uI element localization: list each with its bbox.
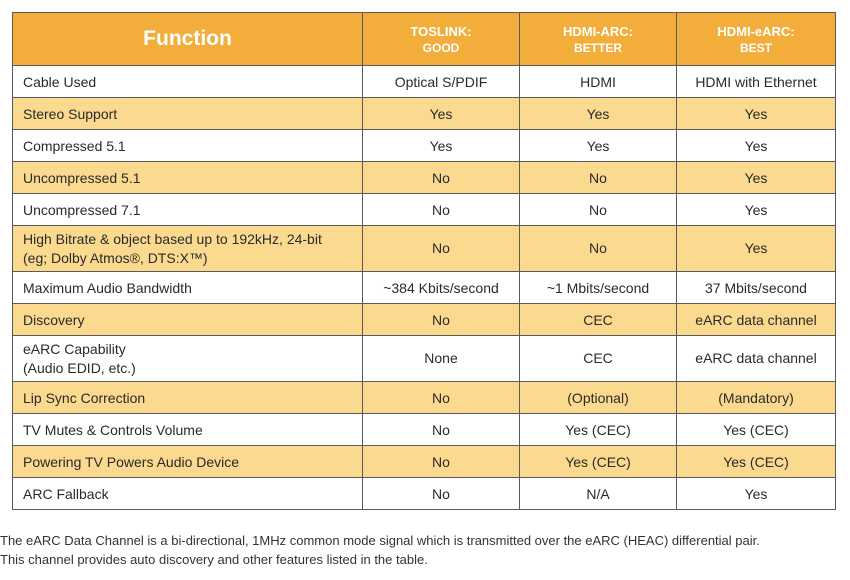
- toslink-value: Optical S/PDIF: [363, 66, 520, 98]
- audio-comparison-table: [12, 12, 836, 510]
- row-label: [13, 130, 363, 162]
- hdmi-arc-value: HDMI: [520, 66, 677, 98]
- row-label: [13, 272, 363, 304]
- hdmi-earc-value: eARC data channel: [677, 304, 836, 336]
- hdmi-earc-value: Yes (CEC): [677, 414, 836, 446]
- table-row: [13, 272, 836, 304]
- toslink-value: Yes: [363, 130, 520, 162]
- table-row: [13, 66, 836, 98]
- footnote-line-2: This channel provides auto discovery and other features listed in the table.: [0, 551, 428, 567]
- row-label: [13, 382, 363, 414]
- hdmi-arc-value: ~1 Mbits/second: [520, 272, 677, 304]
- row-label-line: Compressed 5.1: [23, 137, 126, 154]
- row-label-line: Discovery: [23, 311, 85, 328]
- row-label-line: eARC Capability: [23, 340, 126, 357]
- table-row: [13, 336, 836, 382]
- hdmi-arc-value: Yes: [520, 130, 677, 162]
- row-label: [13, 414, 363, 446]
- row-label: [13, 98, 363, 130]
- hdmi-arc-value: Yes: [520, 98, 677, 130]
- row-label-line: High Bitrate & object based up to 192kHz, 24-bit: [23, 230, 322, 247]
- hdmi-earc-value: (Mandatory): [677, 382, 836, 414]
- toslink-value: No: [363, 304, 520, 336]
- hdmi-arc-value: Yes (CEC): [520, 414, 677, 446]
- header-toslink: [363, 13, 520, 66]
- toslink-value: No: [363, 226, 520, 272]
- hdmi-earc-value: Yes: [677, 130, 836, 162]
- row-label-line: Uncompressed 5.1: [23, 169, 141, 186]
- header-hdmi-earc-name: HDMI-eARC:: [717, 23, 795, 39]
- table-row: [13, 226, 836, 272]
- toslink-value: No: [363, 478, 520, 510]
- row-label-line: Maximum Audio Bandwidth: [23, 279, 192, 296]
- row-label: [13, 162, 363, 194]
- toslink-value: No: [363, 194, 520, 226]
- row-label-line: (Audio EDID, etc.): [23, 359, 136, 376]
- toslink-value: No: [363, 162, 520, 194]
- table-row: [13, 414, 836, 446]
- hdmi-arc-value: (Optional): [520, 382, 677, 414]
- table-row: [13, 382, 836, 414]
- header-hdmi-arc: [520, 13, 677, 66]
- comparison-table-container: [12, 12, 835, 510]
- row-label-line: Cable Used: [23, 73, 97, 90]
- row-label-line: (eg; Dolby Atmos®, DTS:X™): [23, 249, 208, 266]
- table-row: [13, 162, 836, 194]
- toslink-value: No: [363, 414, 520, 446]
- toslink-value: No: [363, 382, 520, 414]
- row-label: [13, 66, 363, 98]
- header-hdmi-arc-rating: BETTER: [574, 40, 622, 55]
- hdmi-earc-value: HDMI with Ethernet: [677, 66, 836, 98]
- row-label: [13, 194, 363, 226]
- header-function: Function: [13, 13, 363, 66]
- row-label-line: Stereo Support: [23, 105, 118, 122]
- table-row: [13, 446, 836, 478]
- header-hdmi-arc-name: HDMI-ARC:: [562, 23, 634, 39]
- row-label: [13, 446, 363, 478]
- header-toslink-rating: GOOD: [422, 40, 460, 55]
- table-row: [13, 478, 836, 510]
- row-label: [13, 336, 363, 382]
- hdmi-arc-value: Yes (CEC): [520, 446, 677, 478]
- toslink-value: Yes: [363, 98, 520, 130]
- hdmi-earc-value: Yes: [677, 478, 836, 510]
- header-hdmi-earc-rating: BEST: [739, 40, 772, 55]
- row-label-line: Lip Sync Correction: [23, 389, 146, 406]
- table-header-row: [13, 13, 836, 66]
- toslink-value: None: [363, 336, 520, 382]
- toslink-value: No: [363, 446, 520, 478]
- hdmi-earc-value: eARC data channel: [677, 336, 836, 382]
- row-label: [13, 478, 363, 510]
- row-label-line: Powering TV Powers Audio Device: [23, 453, 240, 470]
- hdmi-arc-value: CEC: [520, 336, 677, 382]
- table-row: [13, 304, 836, 336]
- hdmi-earc-value: Yes (CEC): [677, 446, 836, 478]
- hdmi-earc-value: Yes: [677, 98, 836, 130]
- footnote-line-1: The eARC Data Channel is a bi-directional, 1MHz common mode signal which is transmitted over the eARC (HEAC) differential pair.: [0, 533, 760, 548]
- hdmi-arc-value: N/A: [520, 478, 677, 510]
- hdmi-earc-value: 37 Mbits/second: [677, 272, 836, 304]
- header-toslink-name: TOSLINK:: [410, 23, 472, 39]
- row-label-line: TV Mutes & Controls Volume: [23, 421, 203, 438]
- hdmi-arc-value: No: [520, 162, 677, 194]
- table-body: [13, 66, 836, 510]
- hdmi-arc-value: No: [520, 194, 677, 226]
- toslink-value: ~384 Kbits/second: [363, 272, 520, 304]
- hdmi-earc-value: Yes: [677, 162, 836, 194]
- row-label: [13, 304, 363, 336]
- hdmi-arc-value: No: [520, 226, 677, 272]
- footnote: [0, 532, 850, 569]
- row-label-line: Uncompressed 7.1: [23, 201, 141, 218]
- table-row: [13, 98, 836, 130]
- hdmi-earc-value: Yes: [677, 194, 836, 226]
- table-row: [13, 194, 836, 226]
- hdmi-arc-value: CEC: [520, 304, 677, 336]
- row-label: [13, 226, 363, 272]
- row-label-line: ARC Fallback: [23, 485, 109, 502]
- hdmi-earc-value: Yes: [677, 226, 836, 272]
- table-row: [13, 130, 836, 162]
- header-hdmi-earc: [677, 13, 836, 66]
